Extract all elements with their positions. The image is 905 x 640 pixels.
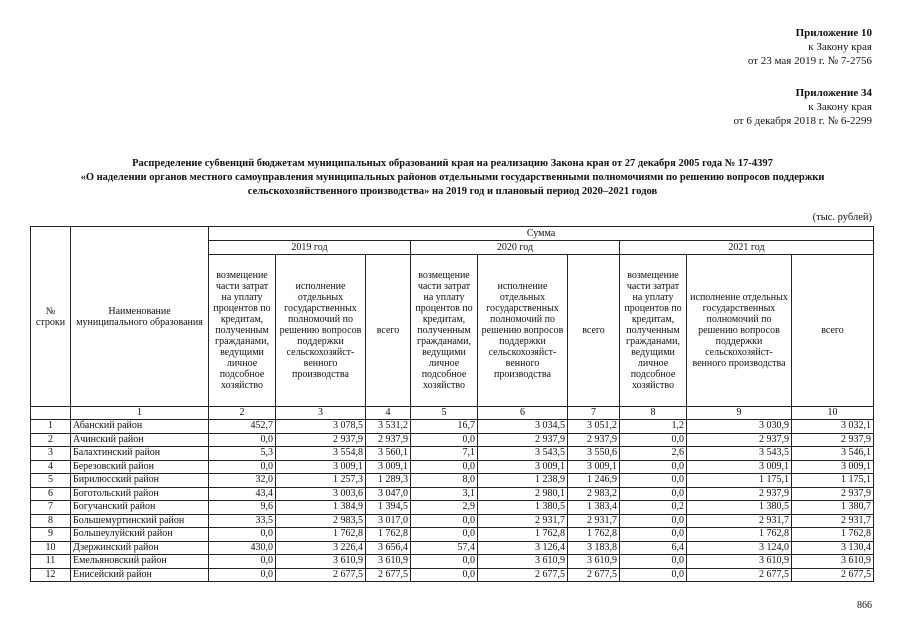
- amount-cell: 1 175,1: [792, 474, 874, 488]
- municipality-name-cell: Енисейский район: [71, 568, 209, 582]
- amount-cell: 3 610,9: [568, 555, 620, 569]
- amount-cell: 1 238,9: [478, 474, 568, 488]
- amount-cell: 0,0: [411, 555, 478, 569]
- amount-cell: 2 677,5: [366, 568, 411, 582]
- amount-cell: 2 677,5: [568, 568, 620, 582]
- row-number-cell: 4: [31, 460, 71, 474]
- amount-cell: 2 931,7: [792, 514, 874, 528]
- amount-cell: 9,6: [209, 501, 276, 515]
- amount-cell: 3 078,5: [276, 420, 366, 434]
- amount-cell: 5,3: [209, 447, 276, 461]
- row-number-cell: 8: [31, 514, 71, 528]
- amount-cell: 3 610,9: [478, 555, 568, 569]
- amount-cell: 2 931,7: [478, 514, 568, 528]
- amount-cell: 1 257,3: [276, 474, 366, 488]
- amount-cell: 2 937,9: [687, 487, 792, 501]
- amount-cell: 2 937,9: [366, 433, 411, 447]
- amount-cell: 1 380,5: [687, 501, 792, 515]
- column-number: 4: [366, 407, 411, 420]
- amount-cell: 3 017,0: [366, 514, 411, 528]
- column-number-row: [31, 407, 874, 420]
- amount-cell: 1 289,3: [366, 474, 411, 488]
- table-row: [31, 433, 874, 447]
- column-number: 9: [687, 407, 792, 420]
- appendix-10-title: Приложение 10: [795, 27, 872, 39]
- amount-cell: 3 554,8: [276, 447, 366, 461]
- header-year-2019: 2019 год: [209, 241, 411, 255]
- table-row: [31, 501, 874, 515]
- amount-cell: 1 383,4: [568, 501, 620, 515]
- amount-cell: 3 009,1: [687, 460, 792, 474]
- header-state-powers-2019: исполнение отдельных государственных полномочий по решению вопросов поддержки сельскохозяйст-венного производства: [276, 255, 366, 407]
- units-label: (тыс. рублей): [812, 212, 872, 223]
- appendix-34-law-ref: к Закону края: [808, 101, 872, 113]
- amount-cell: 2 983,2: [568, 487, 620, 501]
- amount-cell: 3 003,6: [276, 487, 366, 501]
- header-state-powers-2020: исполнение отдельных государственных полномочий по решению вопросов поддержки сельскохозяйст-венного производства: [478, 255, 568, 407]
- amount-cell: 3 030,9: [687, 420, 792, 434]
- header-year-2020: 2020 год: [411, 241, 620, 255]
- amount-cell: 0,0: [620, 460, 687, 474]
- column-number: 1: [71, 407, 209, 420]
- amount-cell: 1 762,8: [478, 528, 568, 542]
- page-number: 866: [857, 600, 872, 611]
- column-number: 3: [276, 407, 366, 420]
- appendix-10-law-ref: к Закону края: [808, 41, 872, 53]
- table-row: [31, 541, 874, 555]
- table-row: [31, 447, 874, 461]
- amount-cell: 1 246,9: [568, 474, 620, 488]
- amount-cell: 2 937,9: [568, 433, 620, 447]
- table-row: [31, 514, 874, 528]
- amount-cell: 3 610,9: [792, 555, 874, 569]
- amount-cell: 0,0: [620, 528, 687, 542]
- column-number-empty: [31, 407, 71, 420]
- amount-cell: 3 009,1: [478, 460, 568, 474]
- table-row: [31, 568, 874, 582]
- amount-cell: 3 543,5: [478, 447, 568, 461]
- amount-cell: 2,6: [620, 447, 687, 461]
- table-row: [31, 528, 874, 542]
- amount-cell: 0,0: [209, 568, 276, 582]
- header-total-2021: всего: [792, 255, 874, 407]
- amount-cell: 3,1: [411, 487, 478, 501]
- header-interest-compensation-2020: возмещение части затрат на уплату процентов по кредитам, полученным гражданами, ведущими личное подсобное хозяйство: [411, 255, 478, 407]
- amount-cell: 2 937,9: [687, 433, 792, 447]
- title-line-1: Распределение субвенций бюджетам муниципальных образований края на реализацию Закона края от 27 декабря 2005 года № 17-4397: [132, 158, 773, 169]
- amount-cell: 6,4: [620, 541, 687, 555]
- header-state-powers-2021: исполнение отдельных государственных полномочий по решению вопросов поддержки сельскохозяйст-венного производства: [687, 255, 792, 407]
- amount-cell: 3 124,0: [687, 541, 792, 555]
- row-number-cell: 3: [31, 447, 71, 461]
- amount-cell: 0,0: [209, 433, 276, 447]
- amount-cell: 3 550,6: [568, 447, 620, 461]
- amount-cell: 3 009,1: [792, 460, 874, 474]
- amount-cell: 1 380,7: [792, 501, 874, 515]
- amount-cell: 2 937,9: [792, 433, 874, 447]
- row-number-cell: 9: [31, 528, 71, 542]
- amount-cell: 3 610,9: [687, 555, 792, 569]
- amount-cell: 0,0: [620, 568, 687, 582]
- amount-cell: 3 034,5: [478, 420, 568, 434]
- appendix-34-law-date: от 6 декабря 2018 г. № 6-2299: [733, 115, 872, 127]
- amount-cell: 1 762,8: [687, 528, 792, 542]
- amount-cell: 43,4: [209, 487, 276, 501]
- amount-cell: 16,7: [411, 420, 478, 434]
- amount-cell: 32,0: [209, 474, 276, 488]
- row-number-cell: 6: [31, 487, 71, 501]
- amount-cell: 3 531,2: [366, 420, 411, 434]
- row-number-cell: 2: [31, 433, 71, 447]
- amount-cell: 0,0: [620, 433, 687, 447]
- amount-cell: 3 009,1: [366, 460, 411, 474]
- amount-cell: 3 009,1: [276, 460, 366, 474]
- column-number: 2: [209, 407, 276, 420]
- amount-cell: 3 009,1: [568, 460, 620, 474]
- table-body: [31, 420, 874, 582]
- header-total-2019: всего: [366, 255, 411, 407]
- municipality-name-cell: Балахтинский район: [71, 447, 209, 461]
- title-line-2: «О наделении органов местного самоуправления муниципальных районов отдельными государственными полномочиями по решению вопросов поддержки: [80, 172, 825, 183]
- amount-cell: 0,0: [620, 487, 687, 501]
- appendix-34-title: Приложение 34: [795, 87, 872, 99]
- table-row: [31, 460, 874, 474]
- amount-cell: 2,9: [411, 501, 478, 515]
- amount-cell: 3 130,4: [792, 541, 874, 555]
- amount-cell: 1 762,8: [366, 528, 411, 542]
- municipality-name-cell: Абанский район: [71, 420, 209, 434]
- header-interest-compensation-2021: возмещение части затрат на уплату процентов по кредитам, полученным гражданами, ведущими личное подсобное хозяйство: [620, 255, 687, 407]
- amount-cell: 3 610,9: [276, 555, 366, 569]
- row-number-cell: 10: [31, 541, 71, 555]
- amount-cell: 2 677,5: [276, 568, 366, 582]
- amount-cell: 0,0: [411, 514, 478, 528]
- amount-cell: 452,7: [209, 420, 276, 434]
- appendix-10-header: [748, 26, 872, 68]
- amount-cell: 0,0: [620, 555, 687, 569]
- amount-cell: 3 560,1: [366, 447, 411, 461]
- row-number-cell: 7: [31, 501, 71, 515]
- amount-cell: 2 937,9: [276, 433, 366, 447]
- amount-cell: 0,0: [209, 528, 276, 542]
- amount-cell: 2 677,5: [792, 568, 874, 582]
- amount-cell: 8,0: [411, 474, 478, 488]
- amount-cell: 0,0: [620, 474, 687, 488]
- appendix-10-law-date: от 23 мая 2019 г. № 7-2756: [747, 55, 872, 67]
- amount-cell: 1 762,8: [276, 528, 366, 542]
- amount-cell: 33,5: [209, 514, 276, 528]
- amount-cell: 2 677,5: [478, 568, 568, 582]
- municipality-name-cell: Большемуртинский район: [71, 514, 209, 528]
- amount-cell: 1 762,8: [792, 528, 874, 542]
- amount-cell: 0,0: [209, 460, 276, 474]
- municipality-name-cell: Бирилюсский район: [71, 474, 209, 488]
- table-row: [31, 487, 874, 501]
- column-number: 10: [792, 407, 874, 420]
- amount-cell: 1 384,9: [276, 501, 366, 515]
- column-number: 8: [620, 407, 687, 420]
- amount-cell: 1 175,1: [687, 474, 792, 488]
- amount-cell: 57,4: [411, 541, 478, 555]
- amount-cell: 3 546,1: [792, 447, 874, 461]
- table-row: [31, 474, 874, 488]
- amount-cell: 0,0: [620, 514, 687, 528]
- document-title: [30, 157, 875, 199]
- municipality-name-cell: Березовский район: [71, 460, 209, 474]
- column-number: 5: [411, 407, 478, 420]
- amount-cell: 3 656,4: [366, 541, 411, 555]
- amount-cell: 3 183,8: [568, 541, 620, 555]
- row-number-cell: 12: [31, 568, 71, 582]
- column-number: 6: [478, 407, 568, 420]
- municipality-name-cell: Большеулуйский район: [71, 528, 209, 542]
- amount-cell: 1 380,5: [478, 501, 568, 515]
- amount-cell: 3 226,4: [276, 541, 366, 555]
- column-number: 7: [568, 407, 620, 420]
- amount-cell: 0,0: [411, 568, 478, 582]
- municipality-name-cell: Богучанский район: [71, 501, 209, 515]
- header-total-2020: всего: [568, 255, 620, 407]
- header-sum: Сумма: [209, 227, 874, 241]
- amount-cell: 430,0: [209, 541, 276, 555]
- row-number-cell: 5: [31, 474, 71, 488]
- amount-cell: 3 126,4: [478, 541, 568, 555]
- amount-cell: 1,2: [620, 420, 687, 434]
- header-interest-compensation-2019: возмещение части затрат на уплату процентов по кредитам, полученным гражданами, ведущими личное подсобное хозяйство: [209, 255, 276, 407]
- table-row: [31, 555, 874, 569]
- municipality-name-cell: Ачинский район: [71, 433, 209, 447]
- amount-cell: 0,2: [620, 501, 687, 515]
- amount-cell: 2 937,9: [792, 487, 874, 501]
- row-number-cell: 1: [31, 420, 71, 434]
- subsidy-table: [30, 226, 874, 582]
- amount-cell: 2 931,7: [568, 514, 620, 528]
- title-line-3: сельскохозяйственного производства» на 2019 год и плановый период 2020–2021 годов: [247, 186, 658, 197]
- amount-cell: 3 610,9: [366, 555, 411, 569]
- amount-cell: 2 931,7: [687, 514, 792, 528]
- amount-cell: 3 032,1: [792, 420, 874, 434]
- municipality-name-cell: Емельяновский район: [71, 555, 209, 569]
- amount-cell: 3 051,2: [568, 420, 620, 434]
- amount-cell: 7,1: [411, 447, 478, 461]
- amount-cell: 1 394,5: [366, 501, 411, 515]
- amount-cell: 0,0: [209, 555, 276, 569]
- row-number-cell: 11: [31, 555, 71, 569]
- amount-cell: 2 937,9: [478, 433, 568, 447]
- header-year-2021: 2021 год: [620, 241, 874, 255]
- amount-cell: 3 543,5: [687, 447, 792, 461]
- amount-cell: 2 677,5: [687, 568, 792, 582]
- amount-cell: 1 762,8: [568, 528, 620, 542]
- municipality-name-cell: Боготольский район: [71, 487, 209, 501]
- amount-cell: 0,0: [411, 460, 478, 474]
- amount-cell: 0,0: [411, 433, 478, 447]
- table-row: [31, 420, 874, 434]
- municipality-name-cell: Дзержинский район: [71, 541, 209, 555]
- amount-cell: 3 047,0: [366, 487, 411, 501]
- header-row-number: № строки: [31, 227, 71, 407]
- amount-cell: 2 980,1: [478, 487, 568, 501]
- amount-cell: 2 983,5: [276, 514, 366, 528]
- header-municipality-name: Наименование муниципального образования: [71, 227, 209, 407]
- appendix-34-header: [733, 86, 872, 128]
- amount-cell: 0,0: [411, 528, 478, 542]
